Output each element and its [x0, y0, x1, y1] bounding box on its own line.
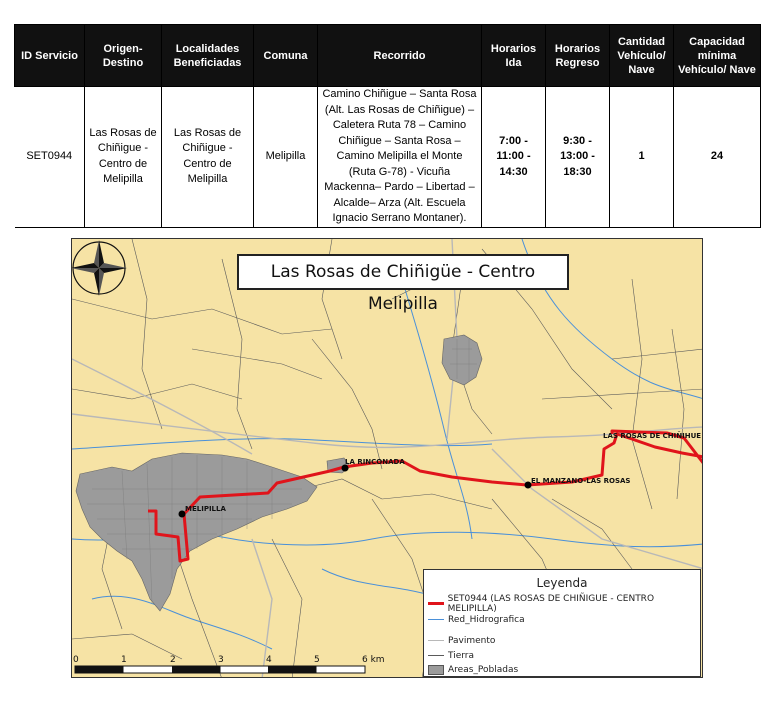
map-legend	[423, 569, 701, 677]
label-la-rinconada: LA RINCONADA	[345, 458, 405, 466]
paved-road-icon	[428, 635, 444, 647]
legend-item-route	[428, 594, 700, 614]
header-comuna: Comuna	[254, 25, 318, 87]
scale-tick-2: 2	[170, 655, 176, 665]
label-las-rosas: LAS ROSAS DE CHIÑIHUE	[603, 432, 702, 440]
header-localidades: Localidades Beneficiadas	[162, 25, 254, 87]
legend-label-areas: Areas_Pobladas	[448, 665, 519, 675]
header-horarios-ida: Horarios Ida	[482, 25, 546, 87]
cell-recorrido: Camino Chiñigue – Santa Rosa (Alt. Las Rosas de Chiñigue) – Caletera Ruta 78 – Camino Chiñigue – Santa Rosa – Camino Melipilla el Monte (Ruta G-78) - Vicuña Mackenna– Pardo – Libertad – Alcalde– Arza (Alt. Escuela Ignacio Serrano Montaner).	[318, 87, 482, 228]
cell-id-servicio: SET0944	[15, 87, 85, 228]
service-table	[14, 24, 761, 228]
scale-tick-3: 3	[218, 655, 224, 665]
legend-label-hidro: Red_Hidrografica	[448, 615, 525, 625]
label-melipilla: MELIPILLA	[185, 505, 226, 513]
label-el-manzano: EL MANZANO-LAS ROSAS	[531, 477, 631, 485]
header-origen-destino: Origen-Destino	[85, 25, 162, 87]
cell-horarios-regreso: 9:30 - 13:00 - 18:30	[546, 87, 610, 228]
legend-item-pavimento	[428, 635, 495, 647]
legend-item-areas	[428, 664, 518, 676]
legend-label-route: SET0944 (LAS ROSAS DE CHIÑIGUE - CENTRO MELIPILLA)	[447, 594, 655, 614]
header-id-servicio: ID Servicio	[15, 25, 85, 87]
cell-horarios-ida: 7:00 - 11:00 - 14:30	[482, 87, 546, 228]
scale-tick-4: 4	[266, 655, 272, 665]
route-line-icon	[428, 598, 444, 610]
water-line-icon	[428, 614, 444, 626]
table-header-row	[15, 25, 761, 87]
scale-tick-6: 6 km	[362, 655, 385, 665]
cell-capacidad: 24	[674, 87, 761, 228]
header-capacidad: Capacidad mínima Vehículo/ Nave	[674, 25, 761, 87]
legend-title: Leyenda	[536, 576, 588, 590]
header-cantidad: Cantidad Vehículo/ Nave	[610, 25, 674, 87]
legend-label-pavimento: Pavimento	[448, 636, 496, 646]
header-horarios-regreso: Horarios Regreso	[546, 25, 610, 87]
legend-label-tierra: Tierra	[448, 651, 475, 661]
table-row	[15, 87, 761, 228]
header-recorrido: Recorrido	[318, 25, 482, 87]
scale-tick-0: 0	[73, 655, 79, 665]
cell-origen-destino: Las Rosas de Chiñigue - Centro de Melipilla	[85, 87, 162, 228]
scale-tick-5: 5	[314, 655, 320, 665]
cell-localidades: Las Rosas de Chiñigue - Centro de Melipilla	[162, 87, 254, 228]
dirt-road-icon	[428, 650, 444, 662]
legend-item-tierra	[428, 650, 474, 662]
cell-comuna: Melipilla	[254, 87, 318, 228]
scale-tick-1: 1	[121, 655, 127, 665]
populated-area-icon	[428, 665, 444, 675]
legend-item-hidro	[428, 614, 525, 626]
map-title: Las Rosas de Chiñigüe - Centro Melipilla	[237, 254, 569, 290]
cell-cantidad: 1	[610, 87, 674, 228]
